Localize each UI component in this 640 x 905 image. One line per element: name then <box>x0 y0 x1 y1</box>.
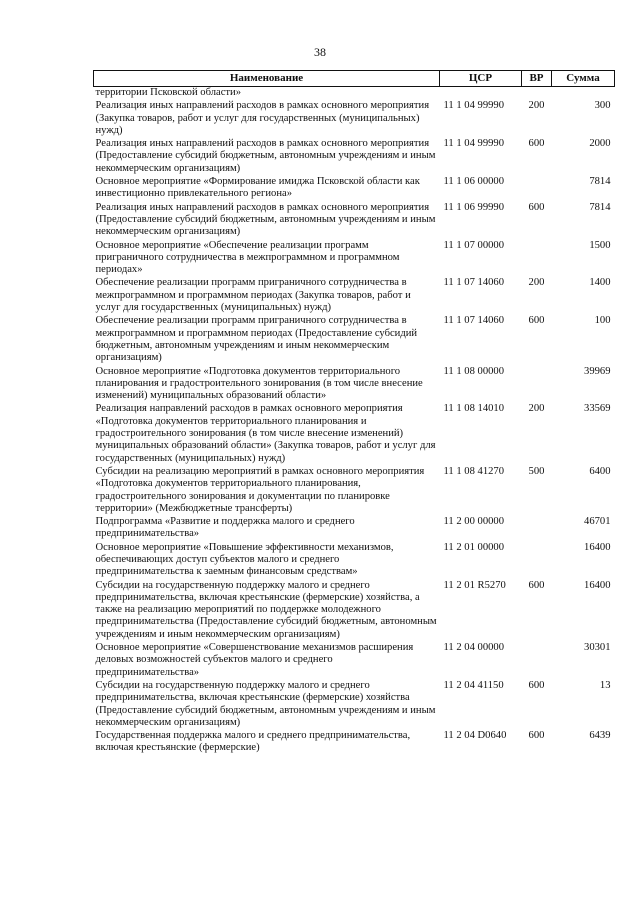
cell-vr: 600 <box>528 315 545 327</box>
table-row <box>94 277 615 315</box>
cell-vr <box>522 516 552 542</box>
cell-sum <box>552 87 615 101</box>
cell-vr: 500 <box>528 465 545 477</box>
cell-csr: 11 1 07 14060 <box>443 315 505 327</box>
table-row <box>94 466 615 516</box>
cell-csr: 11 1 07 00000 <box>443 239 505 251</box>
table-header-row <box>94 71 615 87</box>
cell-vr: 200 <box>528 100 545 112</box>
cell-csr: 11 2 04 41150 <box>443 679 504 691</box>
table-row <box>94 315 615 365</box>
cell-csr: 11 1 04 99990 <box>443 138 505 150</box>
cell-csr: 11 2 04 D0640 <box>443 730 507 742</box>
table-row <box>94 100 615 138</box>
cell-name: Обеспечение реализации программ приграничного сотрудничества в межпрограммном и программном периодах (Предоставление субсидий бюджетным, автономным учреждениям и иным некоммерческим организациям) <box>95 315 418 364</box>
cell-vr: 200 <box>528 277 545 289</box>
cell-name: Основное мероприятие «Обеспечение реализации программ приграничного сотрудничества в межпрограммном и программном периодах» <box>95 239 400 276</box>
cell-name: территории Псковской области» <box>95 87 241 98</box>
table-row <box>94 366 615 404</box>
cell-csr: 11 1 06 99990 <box>443 201 505 213</box>
cell-sum: 16400 <box>584 541 611 553</box>
cell-csr: 11 2 01 R5270 <box>443 579 506 591</box>
cell-sum: 33569 <box>584 403 611 415</box>
table-row <box>94 516 615 542</box>
cell-vr <box>522 87 552 101</box>
cell-csr: 11 1 04 99990 <box>443 100 505 112</box>
cell-name: Реализация направлений расходов в рамках основного мероприятия «Подготовка документов территориального планирования и градостроительного зонирования (в том числе внесение изменений) муниципальных образований области» (Закупка товаров, работ и услуг для государственных (муниципальных) нужд) <box>95 403 436 464</box>
cell-csr: 11 2 00 00000 <box>443 516 505 528</box>
cell-sum: 7814 <box>589 201 611 213</box>
cell-vr <box>522 542 552 580</box>
table-row <box>94 580 615 642</box>
cell-csr: 11 1 08 14010 <box>443 403 505 415</box>
table-row <box>94 240 615 278</box>
cell-name: Подпрограмма «Развитие и поддержка малого и среднего предпринимательства» <box>95 516 355 540</box>
page-number: 38 <box>314 45 326 59</box>
cell-sum: 39969 <box>584 365 611 377</box>
cell-sum: 1400 <box>589 277 611 289</box>
table-row <box>94 202 615 240</box>
budget-table <box>93 70 615 756</box>
cell-vr: 600 <box>528 201 545 213</box>
cell-vr: 600 <box>528 579 545 591</box>
cell-sum: 6400 <box>589 465 611 477</box>
cell-vr: 600 <box>528 138 545 150</box>
cell-sum: 6439 <box>589 730 611 742</box>
header-name: Наименование <box>94 71 440 87</box>
cell-name: Основное мероприятие «Повышение эффективности механизмов, обеспечивающих доступ субъектов малого и среднего предпринимательства к заемным финансовым средствам» <box>95 541 394 578</box>
cell-csr <box>440 87 522 101</box>
cell-vr: 600 <box>528 679 545 691</box>
cell-name: Субсидии на государственную поддержку малого и среднего предпринимательства, включая крестьянские (фермерские) хозяйства (Предоставление субсидий бюджетным, автономным учреждениям и иным некоммерческим организациям) <box>95 679 436 728</box>
cell-name: Обеспечение реализации программ приграничного сотрудничества в межпрограммном и программном периодах (Закупка товаров, работ и услуг для государственных (муниципальных) нужд) <box>95 277 411 314</box>
header-csr: ЦСР <box>440 71 522 87</box>
table-row <box>94 542 615 580</box>
table-row <box>94 176 615 202</box>
cell-vr <box>522 176 552 202</box>
table-row <box>94 730 615 756</box>
cell-sum: 100 <box>594 315 611 327</box>
cell-vr <box>522 642 552 680</box>
cell-sum: 2000 <box>589 138 611 150</box>
cell-csr: 11 1 08 00000 <box>443 365 505 377</box>
cell-sum: 7814 <box>589 176 611 188</box>
cell-name: Субсидии на государственную поддержку малого и среднего предпринимательства, включая крестьянские (фермерские) хозяйства, а также на реализацию мероприятий по поддержке молодежного предпринимательства (Предоставление субсидий бюджетным, автономным учреждениям и иным некоммерческим организациям) <box>95 579 437 640</box>
table-row <box>94 87 615 101</box>
cell-sum: 1500 <box>589 239 611 251</box>
cell-csr: 11 1 07 14060 <box>443 277 505 289</box>
budget-table-container <box>93 70 614 756</box>
cell-csr: 11 1 06 00000 <box>443 176 505 188</box>
cell-csr: 11 1 08 41270 <box>443 465 505 477</box>
cell-name: Реализация иных направлений расходов в рамках основного мероприятия (Предоставление субсидий бюджетным, автономным учреждениям и иным некоммерческим организациям) <box>95 138 436 174</box>
cell-vr <box>522 240 552 278</box>
cell-name: Реализация иных направлений расходов в рамках основного мероприятия (Закупка товаров, работ и услуг для государственных (муниципальных) нужд) <box>95 100 430 136</box>
cell-name: Основное мероприятие «Формирование имиджа Псковской области как инвестиционно привлекательного региона» <box>95 176 420 200</box>
header-vr: ВР <box>522 71 552 87</box>
cell-sum: 46701 <box>584 516 611 528</box>
cell-name: Субсидии на реализацию мероприятий в рамках основного мероприятия «Подготовка документов территориального планирования, градостроительного зонирования и документации по планировке территории» (Межбюджетные трансферты) <box>95 465 425 514</box>
cell-name: Государственная поддержка малого и среднего предпринимательства, включая крестьянские (фермерские) <box>95 730 411 754</box>
cell-csr: 11 2 01 00000 <box>443 541 505 553</box>
cell-sum: 16400 <box>584 579 611 591</box>
cell-sum: 30301 <box>584 642 611 654</box>
cell-sum: 13 <box>599 679 611 691</box>
cell-name: Реализация иных направлений расходов в рамках основного мероприятия (Предоставление субсидий бюджетным, автономным учреждениям и иным некоммерческим организациям) <box>95 201 436 238</box>
header-sum: Сумма <box>552 71 615 87</box>
table-row <box>94 403 615 465</box>
table-row <box>94 138 615 176</box>
cell-csr: 11 2 04 00000 <box>443 642 505 654</box>
cell-name: Основное мероприятие «Совершенствование механизмов расширения деловых возможностей субъектов малого и среднего предпринимательства» <box>95 642 414 678</box>
cell-name: Основное мероприятие «Подготовка документов территориального планирования и градостроительного зонирования (в том числе внесение изменений) муниципальных образований области» <box>95 365 423 402</box>
cell-sum: 300 <box>594 100 611 112</box>
cell-vr <box>522 366 552 404</box>
table-row <box>94 642 615 680</box>
table-row <box>94 680 615 730</box>
cell-vr: 200 <box>528 403 545 415</box>
cell-vr: 600 <box>528 730 545 742</box>
